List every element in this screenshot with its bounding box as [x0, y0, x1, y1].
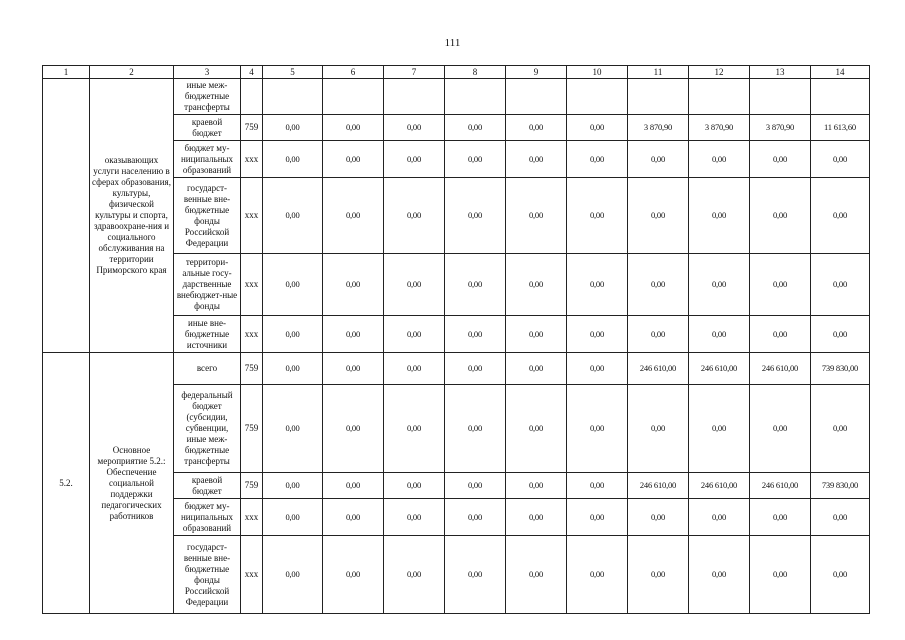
value-cell: 0,00	[263, 473, 323, 499]
value-cell: 0,00	[323, 141, 384, 178]
value-cell: 0,00	[445, 115, 506, 141]
value-cell: 3 870,90	[689, 115, 750, 141]
value-cell: 0,00	[811, 536, 870, 614]
value-cell: 0,00	[506, 254, 567, 316]
value-cell: 0,00	[567, 254, 628, 316]
value-cell: 0,00	[384, 178, 445, 254]
value-cell: 0,00	[750, 499, 811, 536]
value-cell: 0,00	[628, 141, 689, 178]
header-col-9: 9	[506, 66, 567, 79]
budget-code: xxx	[241, 316, 263, 353]
value-cell: 0,00	[323, 536, 384, 614]
value-cell: 0,00	[445, 178, 506, 254]
value-cell: 0,00	[628, 385, 689, 473]
value-cell: 0,00	[628, 316, 689, 353]
value-cell	[323, 79, 384, 115]
funding-source: государст-венные вне-бюджетные фонды Российской Федерации	[174, 178, 241, 254]
header-col-11: 11	[628, 66, 689, 79]
funding-source: краевой бюджет	[174, 115, 241, 141]
value-cell: 0,00	[750, 536, 811, 614]
value-cell: 0,00	[263, 254, 323, 316]
budget-code: 759	[241, 115, 263, 141]
budget-code	[241, 79, 263, 115]
value-cell	[689, 79, 750, 115]
value-cell: 0,00	[567, 115, 628, 141]
value-cell: 0,00	[567, 536, 628, 614]
value-cell: 0,00	[506, 316, 567, 353]
value-cell: 0,00	[323, 316, 384, 353]
value-cell: 0,00	[506, 353, 567, 385]
value-cell: 0,00	[689, 178, 750, 254]
value-cell: 0,00	[445, 385, 506, 473]
value-cell: 0,00	[506, 499, 567, 536]
funding-source: иные вне-бюджетные источники	[174, 316, 241, 353]
value-cell: 0,00	[689, 316, 750, 353]
value-cell: 0,00	[567, 385, 628, 473]
value-cell: 246 610,00	[628, 353, 689, 385]
value-cell: 0,00	[263, 353, 323, 385]
table-body	[43, 66, 870, 614]
value-cell: 0,00	[811, 254, 870, 316]
value-cell: 0,00	[628, 178, 689, 254]
value-cell	[445, 79, 506, 115]
value-cell: 0,00	[323, 254, 384, 316]
value-cell: 246 610,00	[750, 353, 811, 385]
value-cell: 0,00	[384, 254, 445, 316]
budget-code: xxx	[241, 536, 263, 614]
header-col-1: 1	[43, 66, 90, 79]
value-cell: 246 610,00	[689, 473, 750, 499]
value-cell: 0,00	[506, 178, 567, 254]
value-cell: 0,00	[811, 385, 870, 473]
value-cell: 0,00	[628, 536, 689, 614]
value-cell: 0,00	[384, 316, 445, 353]
value-cell: 0,00	[263, 178, 323, 254]
value-cell: 0,00	[567, 141, 628, 178]
value-cell: 0,00	[445, 141, 506, 178]
value-cell: 0,00	[445, 536, 506, 614]
value-cell	[750, 79, 811, 115]
header-col-13: 13	[750, 66, 811, 79]
funding-source: бюджет му-ниципальных образований	[174, 499, 241, 536]
value-cell: 0,00	[506, 141, 567, 178]
value-cell: 0,00	[323, 385, 384, 473]
header-col-5: 5	[263, 66, 323, 79]
value-cell: 3 870,90	[750, 115, 811, 141]
value-cell: 0,00	[811, 141, 870, 178]
value-cell: 0,00	[811, 178, 870, 254]
value-cell: 0,00	[811, 316, 870, 353]
value-cell: 0,00	[384, 115, 445, 141]
value-cell: 246 610,00	[689, 353, 750, 385]
header-col-4: 4	[241, 66, 263, 79]
value-cell: 0,00	[263, 385, 323, 473]
value-cell: 0,00	[689, 385, 750, 473]
value-cell: 0,00	[384, 353, 445, 385]
funding-source: федеральный бюджет (субсидии, субвенции, иные меж-бюджетные трансферты	[174, 385, 241, 473]
value-cell: 0,00	[384, 141, 445, 178]
value-cell: 0,00	[263, 499, 323, 536]
value-cell: 0,00	[750, 316, 811, 353]
value-cell	[628, 79, 689, 115]
value-cell: 0,00	[689, 536, 750, 614]
value-cell: 0,00	[567, 316, 628, 353]
table-row	[43, 79, 870, 115]
value-cell: 0,00	[506, 115, 567, 141]
value-cell	[811, 79, 870, 115]
measure-description: Основное мероприятие 5.2.: Обеспечение социальной поддержки педагогических работников	[90, 353, 174, 614]
value-cell: 0,00	[506, 536, 567, 614]
value-cell: 11 613,60	[811, 115, 870, 141]
budget-code: xxx	[241, 254, 263, 316]
value-cell: 0,00	[384, 499, 445, 536]
value-cell: 0,00	[323, 115, 384, 141]
value-cell: 0,00	[628, 254, 689, 316]
budget-code: xxx	[241, 178, 263, 254]
value-cell: 739 830,00	[811, 473, 870, 499]
value-cell	[263, 79, 323, 115]
page-number: 111	[444, 37, 461, 49]
value-cell: 0,00	[445, 499, 506, 536]
value-cell: 0,00	[384, 385, 445, 473]
value-cell: 0,00	[750, 254, 811, 316]
funding-source: иные меж-бюджетные трансферты	[174, 79, 241, 115]
value-cell: 0,00	[750, 178, 811, 254]
value-cell: 0,00	[506, 473, 567, 499]
value-cell: 0,00	[323, 178, 384, 254]
budget-code: xxx	[241, 141, 263, 178]
value-cell: 0,00	[750, 385, 811, 473]
value-cell: 0,00	[323, 353, 384, 385]
value-cell: 0,00	[567, 473, 628, 499]
value-cell: 0,00	[689, 141, 750, 178]
value-cell: 0,00	[445, 254, 506, 316]
funding-source: краевой бюджет	[174, 473, 241, 499]
value-cell: 3 870,90	[628, 115, 689, 141]
budget-code: 759	[241, 385, 263, 473]
budget-code: 759	[241, 353, 263, 385]
value-cell	[567, 79, 628, 115]
value-cell: 0,00	[628, 499, 689, 536]
table-row	[43, 353, 870, 385]
value-cell: 0,00	[323, 473, 384, 499]
value-cell: 0,00	[506, 385, 567, 473]
value-cell: 0,00	[263, 115, 323, 141]
header-col-8: 8	[445, 66, 506, 79]
value-cell: 0,00	[567, 353, 628, 385]
header-col-10: 10	[567, 66, 628, 79]
value-cell: 0,00	[263, 141, 323, 178]
value-cell	[506, 79, 567, 115]
funding-source: территори-альные госу-дарственные внебюджет-ные фонды	[174, 254, 241, 316]
header-col-7: 7	[384, 66, 445, 79]
value-cell: 0,00	[445, 473, 506, 499]
value-cell: 0,00	[384, 536, 445, 614]
value-cell: 246 610,00	[750, 473, 811, 499]
value-cell: 0,00	[689, 499, 750, 536]
measure-description: оказывающих услуги населению в сферах образования, культуры, физической культуры и спорта, здравоохране-ния и социального обслуживания на территории Приморского края	[90, 79, 174, 353]
header-col-6: 6	[323, 66, 384, 79]
funding-source: всего	[174, 353, 241, 385]
header-col-12: 12	[689, 66, 750, 79]
value-cell: 0,00	[323, 499, 384, 536]
value-cell: 0,00	[567, 178, 628, 254]
value-cell: 0,00	[263, 536, 323, 614]
header-col-3: 3	[174, 66, 241, 79]
value-cell: 739 830,00	[811, 353, 870, 385]
value-cell: 0,00	[384, 473, 445, 499]
budget-code: 759	[241, 473, 263, 499]
funding-source: бюджет му-ниципальных образований	[174, 141, 241, 178]
value-cell: 0,00	[689, 254, 750, 316]
row-number: 5.2.	[43, 353, 90, 614]
value-cell: 0,00	[567, 499, 628, 536]
value-cell: 0,00	[445, 316, 506, 353]
value-cell	[384, 79, 445, 115]
header-col-2: 2	[90, 66, 174, 79]
header-col-14: 14	[811, 66, 870, 79]
budget-code: xxx	[241, 499, 263, 536]
value-cell: 0,00	[263, 316, 323, 353]
value-cell: 0,00	[750, 141, 811, 178]
header-row	[43, 66, 870, 79]
value-cell: 0,00	[811, 499, 870, 536]
value-cell: 246 610,00	[628, 473, 689, 499]
budget-table	[42, 65, 870, 614]
funding-source: государст-венные вне-бюджетные фонды Российской Федерации	[174, 536, 241, 614]
row-number	[43, 79, 90, 353]
value-cell: 0,00	[445, 353, 506, 385]
